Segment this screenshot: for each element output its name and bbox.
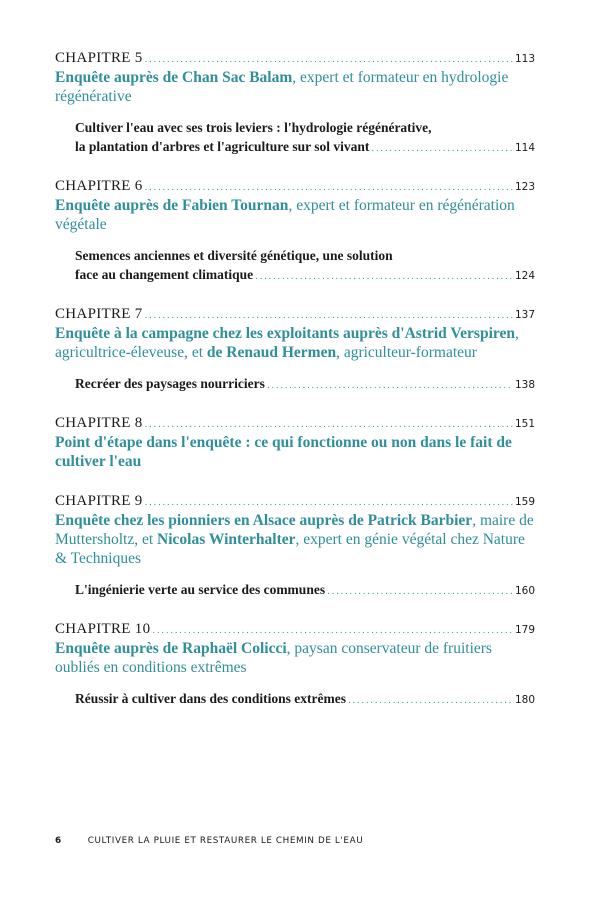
leader-dots xyxy=(152,626,513,636)
chapter-title xyxy=(55,433,535,471)
chapter-entries xyxy=(55,374,535,393)
chapter-label: CHAPITRE 8 xyxy=(55,415,143,431)
leader-dots xyxy=(145,311,513,321)
chapter-title-part: Enquête chez les pionniers en Alsace auprès de Patrick Barbier xyxy=(55,512,473,529)
chapter-title-rest: , expert et formateur en régénération végétale xyxy=(55,197,515,233)
chapter-title xyxy=(55,511,535,568)
leader-dots xyxy=(145,420,513,430)
entry-page-number: 160 xyxy=(514,585,535,597)
chapter-page-number: 159 xyxy=(514,496,535,508)
table-of-contents xyxy=(55,50,535,730)
chapter-label: CHAPITRE 10 xyxy=(55,621,151,637)
chapter-8 xyxy=(55,415,535,471)
chapter-header xyxy=(55,50,535,67)
leader-dots xyxy=(327,587,513,597)
leader-dots xyxy=(145,55,513,65)
entry-line-last: Recréer des paysages nourriciers xyxy=(75,376,265,391)
chapter-title xyxy=(55,68,535,106)
chapter-title-rest: , paysan conservateur de fruitiers oubliés en conditions extrêmes xyxy=(55,640,492,676)
chapter-header xyxy=(55,493,535,510)
chapter-page-number: 137 xyxy=(514,309,535,321)
footer-page-number: 6 xyxy=(55,836,62,846)
chapter-title-part: Enquête à la campagne chez les exploitants auprès d'Astrid Verspiren xyxy=(55,325,515,342)
leader-dots xyxy=(255,272,513,282)
chapter-entries xyxy=(55,580,535,599)
chapter-entries xyxy=(55,689,535,708)
entry-page-number: 180 xyxy=(514,694,535,706)
toc-entry[interactable] xyxy=(75,246,535,284)
chapter-page-number: 179 xyxy=(514,624,535,636)
entry-line: Semences anciennes et diversité génétique, une solution xyxy=(75,248,393,263)
chapter-label: CHAPITRE 7 xyxy=(55,306,143,322)
toc-entry[interactable] xyxy=(75,689,535,708)
chapter-header xyxy=(55,306,535,323)
chapter-title xyxy=(55,324,535,362)
leader-dots xyxy=(267,381,513,391)
chapter-page-number: 123 xyxy=(514,181,535,193)
chapter-title-part: Nicolas Winterhalter xyxy=(157,531,296,548)
entry-page-number: 114 xyxy=(514,142,535,154)
toc-entry[interactable] xyxy=(75,118,535,156)
leader-dots xyxy=(348,696,513,706)
entry-line-last: L'ingénierie verte au service des communes xyxy=(75,582,326,597)
entry-line: Cultiver l'eau avec ses trois leviers : l'hydrologie régénérative, xyxy=(75,120,432,135)
chapter-label: CHAPITRE 5 xyxy=(55,50,143,66)
chapter-title xyxy=(55,196,535,234)
entry-line-last: face au changement climatique xyxy=(75,267,254,282)
chapter-entries xyxy=(55,246,535,284)
chapter-header xyxy=(55,415,535,432)
chapter-6 xyxy=(55,178,535,284)
entry-page-number: 138 xyxy=(514,379,535,391)
toc-entry[interactable] xyxy=(75,580,535,599)
chapter-title-part: , maire de Muttersholtz, et xyxy=(55,512,534,548)
entry-page-number: 124 xyxy=(514,270,535,282)
chapter-7 xyxy=(55,306,535,393)
chapter-title-rest: , expert et formateur en hydrologie régénérative xyxy=(55,69,509,105)
chapter-10 xyxy=(55,621,535,708)
chapter-label: CHAPITRE 9 xyxy=(55,493,143,509)
toc-entry[interactable] xyxy=(75,374,535,393)
chapter-title xyxy=(55,639,535,677)
page-footer xyxy=(55,836,363,846)
chapter-label: CHAPITRE 6 xyxy=(55,178,143,194)
chapter-page-number: 151 xyxy=(514,418,535,430)
entry-line-last: la plantation d'arbres et l'agriculture sur sol vivant xyxy=(75,139,370,154)
chapter-9 xyxy=(55,493,535,599)
chapter-5 xyxy=(55,50,535,156)
leader-dots xyxy=(145,183,513,193)
chapter-title-part: , agriculteur-formateur xyxy=(336,344,477,361)
chapter-title-part: de Renaud Hermen xyxy=(206,344,337,361)
leader-dots xyxy=(371,144,513,154)
footer-book-title: CULTIVER LA PLUIE ET RESTAURER LE CHEMIN DE L'EAU xyxy=(87,836,364,846)
chapter-title-bold: Enquête auprès de Chan Sac Balam xyxy=(55,69,293,86)
chapter-title-part: , expert en génie végétal chez Nature & Techniques xyxy=(55,531,525,567)
chapter-title-bold: Enquête auprès de Fabien Tournan xyxy=(55,197,289,214)
chapter-page-number: 113 xyxy=(514,53,535,65)
chapter-header xyxy=(55,178,535,195)
chapter-title-part: , agricultrice-éleveuse, et xyxy=(55,325,519,361)
chapter-entries xyxy=(55,118,535,156)
leader-dots xyxy=(145,498,513,508)
chapter-title-bold: Enquête auprès de Raphaël Colicci xyxy=(55,640,287,657)
chapter-title-bold: Point d'étape dans l'enquête : ce qui fonctionne ou non dans le fait de cultiver l'eau xyxy=(55,434,512,470)
chapter-header xyxy=(55,621,535,638)
entry-line-last: Réussir à cultiver dans des conditions extrêmes xyxy=(75,691,346,706)
